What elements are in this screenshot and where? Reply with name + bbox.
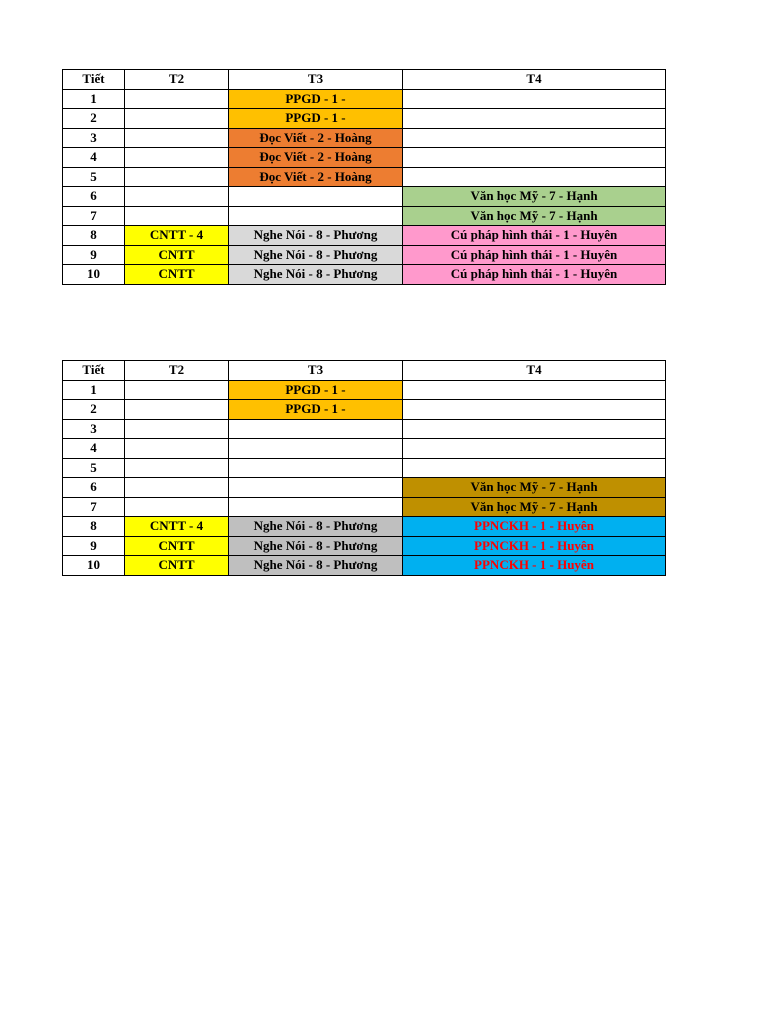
period-number-cell: 8 [63,517,125,537]
period-number-cell: 2 [63,400,125,420]
class-cell-t3: PPGD - 1 - [229,380,403,400]
class-cell-t2: CNTT [125,536,229,556]
header-row [63,361,666,381]
table-row [63,556,666,576]
class-cell-t3 [229,187,403,207]
class-cell-t4 [403,400,666,420]
class-cell-t3 [229,206,403,226]
class-cell-t4: PPNCKH - 1 - Huyên [403,556,666,576]
class-cell-t3: Nghe Nói - 8 - Phương [229,536,403,556]
class-cell-t3 [229,439,403,459]
column-header: Tiết [63,361,125,381]
class-cell-t2 [125,400,229,420]
table-row [63,265,666,285]
class-cell-t2 [125,167,229,187]
class-cell-t2 [125,206,229,226]
period-number-cell: 4 [63,439,125,459]
period-number-cell: 7 [63,206,125,226]
column-header: T3 [229,70,403,90]
table-row [63,419,666,439]
class-cell-t2 [125,89,229,109]
class-cell-t2 [125,419,229,439]
class-cell-t4: Cú pháp hình thái - 1 - Huyên [403,245,666,265]
class-cell-t4 [403,128,666,148]
table-row [63,400,666,420]
class-cell-t3: Đọc Viết - 2 - Hoàng [229,167,403,187]
class-cell-t3: Nghe Nói - 8 - Phương [229,556,403,576]
class-cell-t2: CNTT [125,265,229,285]
class-cell-t2 [125,187,229,207]
table-row [63,128,666,148]
class-cell-t4 [403,439,666,459]
class-cell-t3: Đọc Viết - 2 - Hoàng [229,128,403,148]
class-cell-t3: Nghe Nói - 8 - Phương [229,226,403,246]
class-cell-t4 [403,167,666,187]
schedule-table-2 [62,360,666,576]
class-cell-t4 [403,109,666,129]
period-number-cell: 9 [63,245,125,265]
column-header: T4 [403,70,666,90]
column-header: T4 [403,361,666,381]
class-cell-t4: PPNCKH - 1 - Huyên [403,517,666,537]
class-cell-t3: PPGD - 1 - [229,109,403,129]
table-row [63,109,666,129]
class-cell-t2 [125,439,229,459]
class-cell-t4 [403,89,666,109]
period-number-cell: 10 [63,265,125,285]
class-cell-t4: Văn học Mỹ - 7 - Hạnh [403,478,666,498]
period-number-cell: 2 [63,109,125,129]
column-header: T3 [229,361,403,381]
table-row [63,439,666,459]
header-row [63,70,666,90]
class-cell-t3: Nghe Nói - 8 - Phương [229,517,403,537]
class-cell-t2: CNTT - 4 [125,226,229,246]
period-number-cell: 6 [63,187,125,207]
table-row [63,148,666,168]
class-cell-t4: Văn học Mỹ - 7 - Hạnh [403,187,666,207]
class-cell-t3: PPGD - 1 - [229,89,403,109]
period-number-cell: 5 [63,167,125,187]
class-cell-t2 [125,109,229,129]
class-cell-t4 [403,380,666,400]
period-number-cell: 8 [63,226,125,246]
table-row [63,517,666,537]
period-number-cell: 4 [63,148,125,168]
class-cell-t3 [229,458,403,478]
table-row [63,167,666,187]
period-number-cell: 5 [63,458,125,478]
schedule-body [63,70,666,285]
class-cell-t4: Văn học Mỹ - 7 - Hạnh [403,206,666,226]
table-row [63,536,666,556]
table-row [63,478,666,498]
class-cell-t4 [403,419,666,439]
table-row [63,89,666,109]
class-cell-t2: CNTT [125,245,229,265]
period-number-cell: 3 [63,419,125,439]
class-cell-t4: Cú pháp hình thái - 1 - Huyên [403,265,666,285]
class-cell-t4: Văn học Mỹ - 7 - Hạnh [403,497,666,517]
schedule-table-1 [62,69,666,285]
table-row [63,206,666,226]
class-cell-t2 [125,497,229,517]
class-cell-t4 [403,148,666,168]
class-cell-t2 [125,478,229,498]
class-cell-t3 [229,478,403,498]
class-cell-t3: PPGD - 1 - [229,400,403,420]
period-number-cell: 1 [63,89,125,109]
schedule-body [63,361,666,576]
table-row [63,380,666,400]
class-cell-t2 [125,128,229,148]
table-row [63,187,666,207]
period-number-cell: 1 [63,380,125,400]
class-cell-t4 [403,458,666,478]
class-cell-t2 [125,380,229,400]
class-cell-t2 [125,148,229,168]
class-cell-t3 [229,419,403,439]
class-cell-t3: Nghe Nói - 8 - Phương [229,265,403,285]
period-number-cell: 3 [63,128,125,148]
table-row [63,458,666,478]
column-header: T2 [125,70,229,90]
column-header: T2 [125,361,229,381]
table-row [63,226,666,246]
class-cell-t3: Nghe Nói - 8 - Phương [229,245,403,265]
period-number-cell: 10 [63,556,125,576]
class-cell-t2: CNTT - 4 [125,517,229,537]
table-row [63,497,666,517]
class-cell-t4: Cú pháp hình thái - 1 - Huyên [403,226,666,246]
period-number-cell: 6 [63,478,125,498]
class-cell-t4: PPNCKH - 1 - Huyên [403,536,666,556]
period-number-cell: 7 [63,497,125,517]
class-cell-t2: CNTT [125,556,229,576]
class-cell-t3: Đọc Viết - 2 - Hoàng [229,148,403,168]
period-number-cell: 9 [63,536,125,556]
class-cell-t2 [125,458,229,478]
table-row [63,245,666,265]
class-cell-t3 [229,497,403,517]
column-header: Tiết [63,70,125,90]
